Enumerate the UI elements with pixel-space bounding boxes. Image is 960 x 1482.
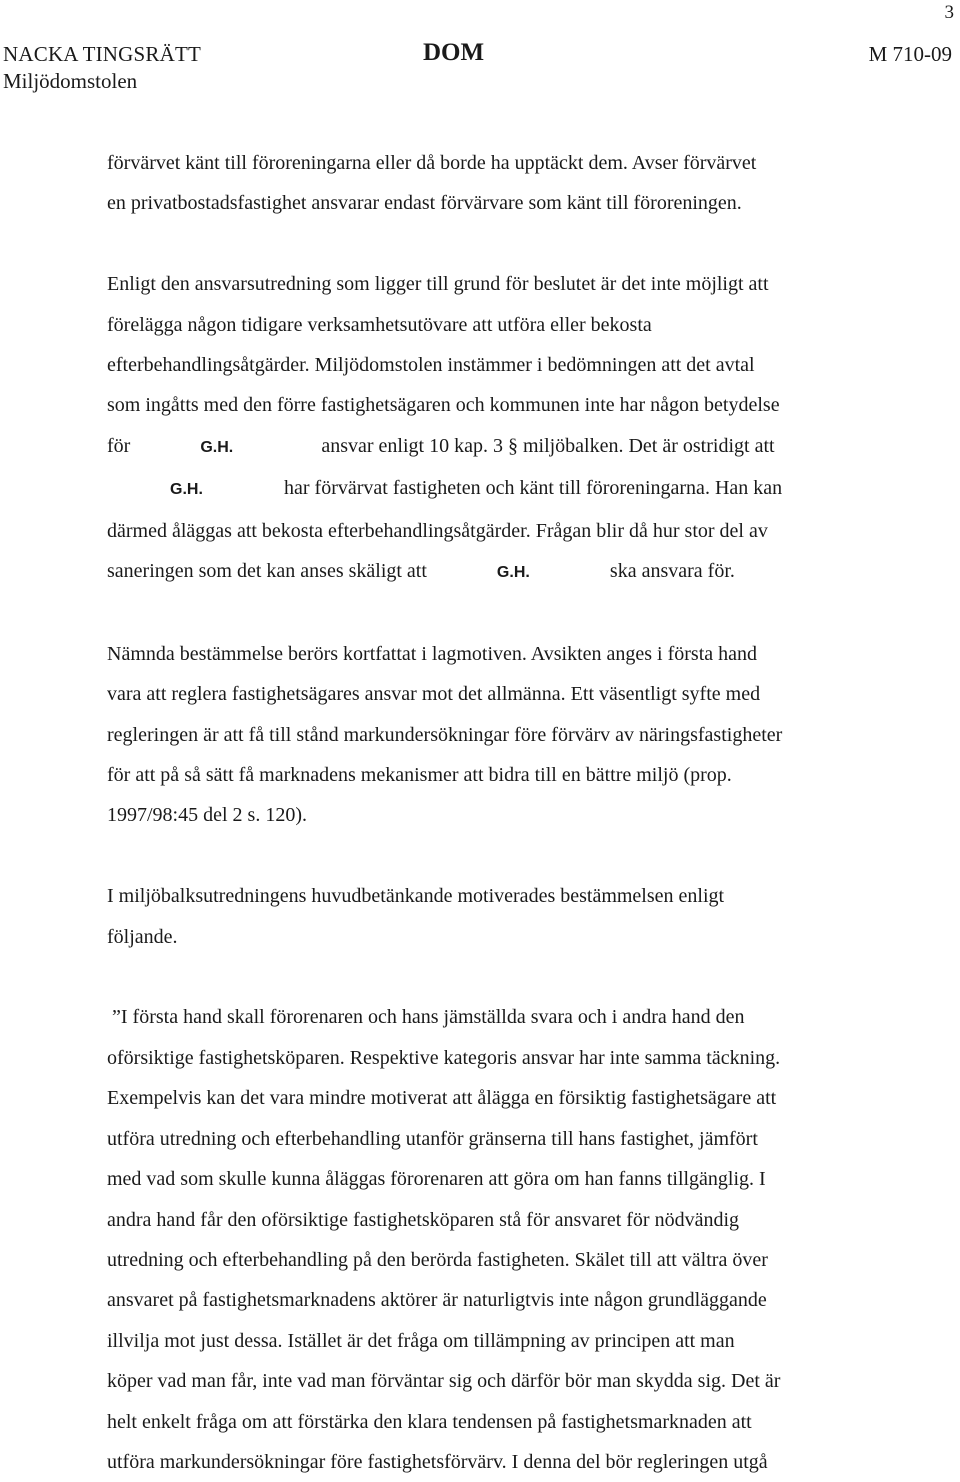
text-line: följande. [107,925,178,948]
text-line: som ingåtts med den förre fastighetsägaren och kommunen inte har någon betydelse [107,394,780,417]
text-line: förelägga någon tidigare verksamhetsutövare att utföra eller bekosta [107,313,652,336]
text-line: oförsiktige fastighetsköparen. Respektive kategoris ansvar har inte samma täckning. [107,1046,781,1069]
text-line: helt enkelt fråga om att förstärka den klara tendensen på fastighetsmarknaden att [107,1410,752,1433]
court-name: NACKA TINGSRÄTT [3,42,202,66]
paragraph-1 [107,143,907,224]
text-segment: ansvar enligt 10 kap. 3 § miljöbalken. Det är ostridigt att [321,434,775,457]
paragraph-2 [107,264,907,593]
text-line: andra hand får den oförsiktige fastighetsköparen stå för ansvaret för nödvändig [107,1208,740,1231]
text-line: utredning och efterbehandling på den berörda fastigheten. Skälet till att vältra över [107,1248,768,1271]
text-segment: ska ansvara för. [609,560,735,583]
text-line: I miljöbalksutredningens huvudbetänkande motiverades bestämmelsen enligt [107,885,725,908]
text-line: en privatbostadsfastighet ansvarar endast förvärvare som känt till föroreningen. [107,192,742,215]
text-line: Nämnda bestämmelse berörs kortfattat i lagmotiven. Avsikten anges i första hand [107,642,758,665]
document-body [107,143,907,1482]
text-line: utföra utredning och efterbehandling utanför gränserna till hans fastighet, jämfört [107,1127,758,1150]
document-type: DOM [423,39,485,66]
document-header [0,39,960,102]
text-line [107,551,907,593]
page-number: 3 [944,2,954,23]
text-line: därmed åläggas att bekosta efterbehandlingsåtgärder. Frågan blir då hur stor del av [107,519,768,542]
text-line: för att på så sätt få marknadens mekanismer att bidra till en bättre miljö (prop. [107,764,732,787]
text-line: med vad som skulle kunna åläggas förorenaren att göra om han fanns tillgänglig. I [107,1168,766,1191]
paragraph-4 [107,876,907,957]
text-line: förvärvet känt till föroreningarna eller då borde ha upptäckt dem. Avser förvärvet [107,152,757,174]
redacted-name: G.H. [496,564,530,582]
text-segment: har förvärvat fastigheten och känt till föroreningarna. Han kan [284,477,783,500]
text-line [107,468,907,510]
redacted-name: G.H. [200,438,234,456]
text-segment: saneringen som det kan anses skäligt att [107,560,427,583]
redacted-name: G.H. [170,481,203,499]
text-line [107,426,907,468]
text-line: illvilja mot just dessa. Istället är det fråga om tillämpning av principen att man [107,1329,735,1352]
case-number: M 710-09 [868,42,952,66]
court-division: Miljödomstolen [3,69,138,93]
text-line: utföra markundersökningar före fastighetsförvärv. I denna del bör regleringen utgå [107,1450,768,1473]
text-line: efterbehandlingsåtgärder. Miljödomstolen instämmer i bedömningen att det avtal [107,354,755,377]
text-line: köper vad man får, inte vad man förväntar sig och därför bör man skydda sig. Det är [107,1370,781,1393]
paragraph-3 [107,634,907,836]
text-line: 1997/98:45 del 2 s. 120). [107,804,307,827]
text-segment: för [107,434,131,457]
quote-paragraph [107,997,907,1482]
text-line: vara att reglera fastighetsägares ansvar mot det allmänna. Ett väsentligt syfte med [107,683,761,706]
text-line: Enligt den ansvarsutredning som ligger till grund för beslutet är det inte möjligt att [107,273,769,296]
text-line: ansvaret på fastighetsmarknadens aktörer är naturligtvis inte någon grundläggande [107,1289,767,1312]
text-line: ”I första hand skall förorenaren och hans jämställda svara och i andra hand den [107,1006,745,1029]
text-line: regleringen är att få till stånd markundersökningar före förvärv av näringsfastigheter [107,723,783,746]
text-line: Exempelvis kan det vara mindre motiverat att ålägga en försiktig fastighetsägare att [107,1087,777,1110]
